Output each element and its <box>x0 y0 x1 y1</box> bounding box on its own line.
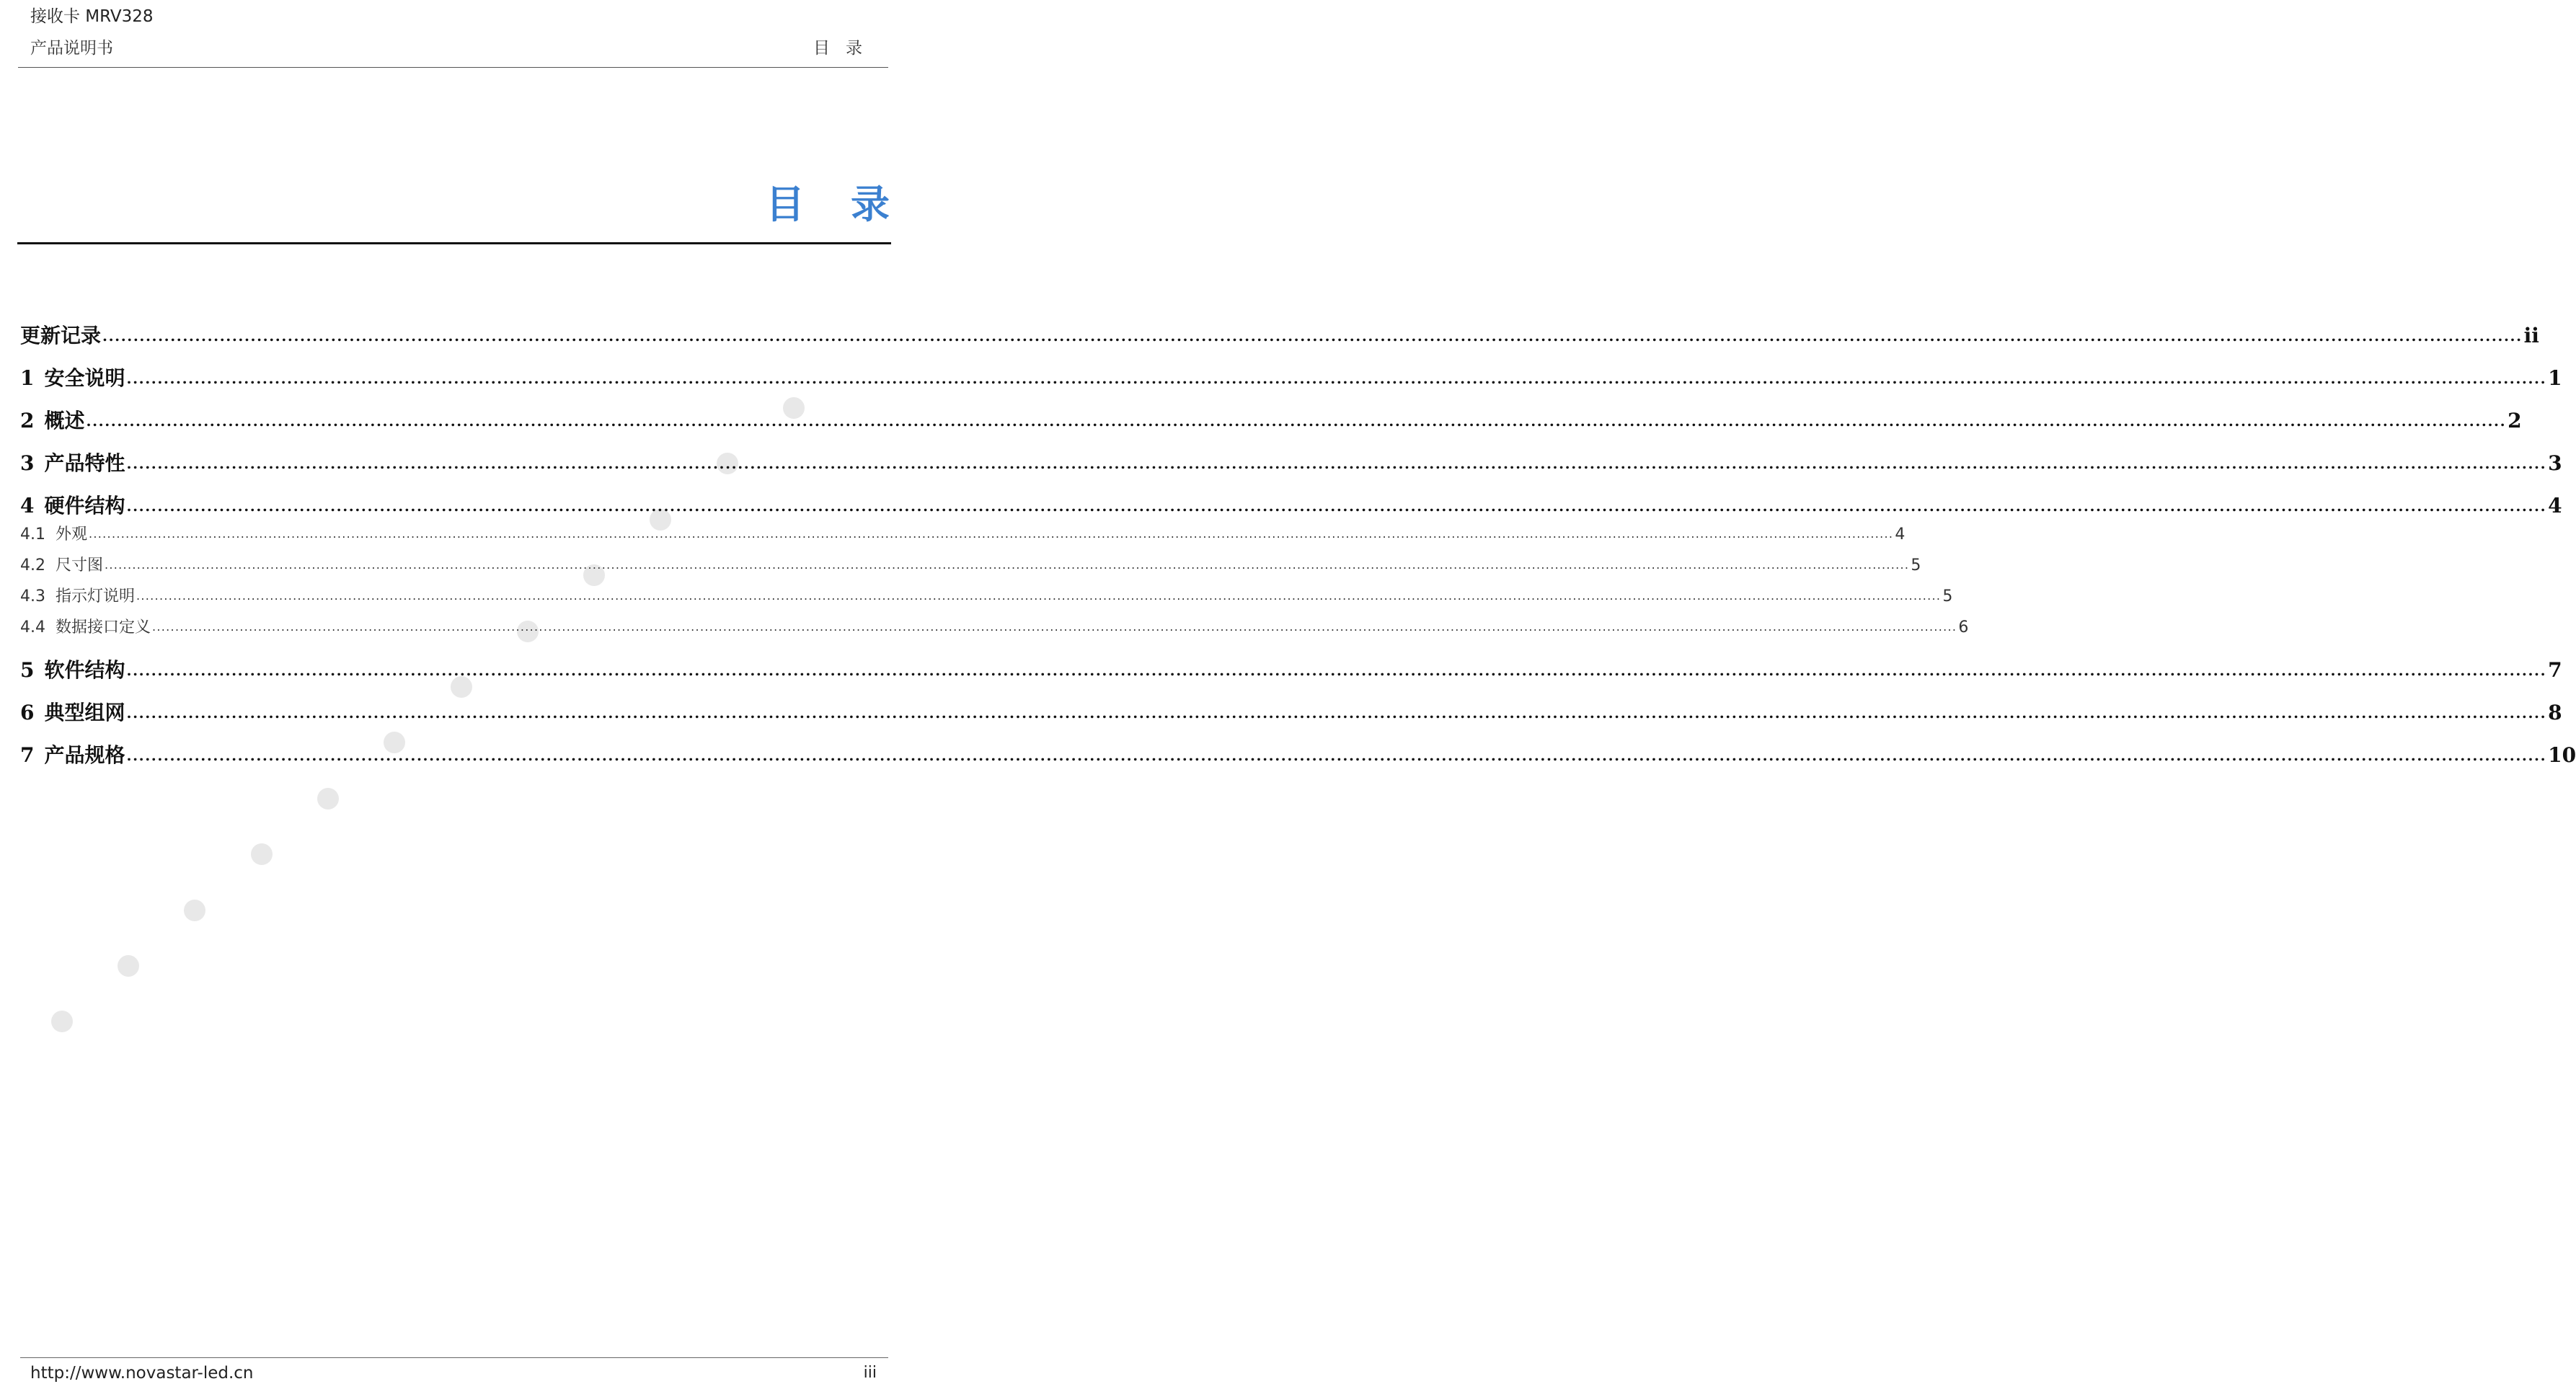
header-divider <box>18 67 888 68</box>
toc-entry-page: 8 <box>2548 701 2562 724</box>
toc-entry-page: 1 <box>2548 366 2562 390</box>
toc-dot-leader <box>105 553 1909 577</box>
toc-dot-leader <box>87 405 2507 435</box>
toc-entry-label: 更新记录 <box>20 324 102 347</box>
watermark-dot <box>51 1011 73 1032</box>
toc-entry-number: 1 <box>20 366 35 390</box>
toc-entry-label: 外观 <box>56 525 88 544</box>
toc-dot-leader <box>152 615 1957 639</box>
toc-entry-page: 4 <box>2548 494 2562 518</box>
toc-entry-overview[interactable] <box>20 407 2522 435</box>
toc-dot-leader <box>127 740 2547 770</box>
toc-dot-leader <box>127 697 2547 727</box>
toc-entry-label: 数据接口定义 <box>56 618 151 636</box>
toc-entry-page: 6 <box>1958 618 1969 636</box>
toc-entry-page: ii <box>2523 324 2539 347</box>
toc-entry-page: 10 <box>2548 743 2576 767</box>
toc-entry-number: 4.1 <box>20 525 45 544</box>
toc-dot-leader <box>102 320 2523 350</box>
toc-entry-label: 产品规格 <box>44 743 125 767</box>
footer-page-number: iii <box>863 1364 877 1382</box>
header-section: 目录 <box>813 39 878 58</box>
toc-entry-page: 2 <box>2508 409 2522 432</box>
footer-divider <box>20 1357 888 1358</box>
toc-entry-page: 5 <box>1911 556 1921 575</box>
toc-entry-label: 产品特性 <box>44 451 125 475</box>
toc-entry-software[interactable] <box>20 656 2562 685</box>
toc-entry-specifications[interactable] <box>20 741 2576 770</box>
toc-dot-leader <box>89 522 1893 546</box>
toc-entry-label: 典型组网 <box>44 701 125 724</box>
toc-entry-number: 6 <box>20 701 35 724</box>
toc-entry-indicators[interactable] <box>20 585 1953 608</box>
toc-entry-dimensions[interactable] <box>20 554 1921 577</box>
toc-entry-number: 4 <box>20 494 35 518</box>
watermark-dot <box>317 788 339 809</box>
toc-dot-leader <box>136 584 1941 608</box>
toc-entry-appearance[interactable] <box>20 523 1906 546</box>
toc-entry-label: 概述 <box>44 409 85 432</box>
header-doc-type: 产品说明书 <box>30 39 113 58</box>
toc-dot-leader <box>127 490 2547 520</box>
toc-entry-number: 4.2 <box>20 556 45 575</box>
toc-entry-label: 硬件结构 <box>44 494 125 518</box>
toc-entry-hardware[interactable] <box>20 492 2562 520</box>
watermark-dot <box>184 900 205 921</box>
toc-dot-leader <box>127 448 2547 478</box>
watermark-dot <box>251 843 273 865</box>
watermark-dot <box>118 955 139 977</box>
toc-entry-page: 4 <box>1895 525 1906 544</box>
toc-entry-number: 5 <box>20 658 35 682</box>
toc-entry-label: 软件结构 <box>44 658 125 682</box>
header-product-line: 接收卡 MRV328 <box>30 7 154 26</box>
toc-entry-number: 2 <box>20 409 35 432</box>
toc-entry-features[interactable] <box>20 449 2562 478</box>
title-divider <box>17 242 891 244</box>
toc-entry-data-interfaces[interactable] <box>20 616 1969 639</box>
toc-dot-leader <box>127 655 2547 685</box>
toc-entry-safety[interactable] <box>20 364 2562 393</box>
toc-entry-page: 7 <box>2548 658 2562 682</box>
toc-entry-changelog[interactable] <box>20 321 2539 350</box>
toc-dot-leader <box>127 363 2547 393</box>
toc-entry-networking[interactable] <box>20 698 2562 727</box>
toc-entry-number: 3 <box>20 451 35 475</box>
toc-entry-label: 指示灯说明 <box>56 587 136 606</box>
toc-entry-page: 5 <box>1942 587 1953 606</box>
toc-entry-number: 4.3 <box>20 587 45 606</box>
page-title: 目录 <box>766 182 936 227</box>
toc-entry-number: 4.4 <box>20 618 45 636</box>
footer-url[interactable]: http://www.novastar-led.cn <box>30 1364 254 1383</box>
toc-entry-label: 尺寸图 <box>56 556 104 575</box>
toc-entry-number: 7 <box>20 743 35 767</box>
toc-entry-label: 安全说明 <box>44 366 125 390</box>
toc-entry-page: 3 <box>2548 451 2562 475</box>
